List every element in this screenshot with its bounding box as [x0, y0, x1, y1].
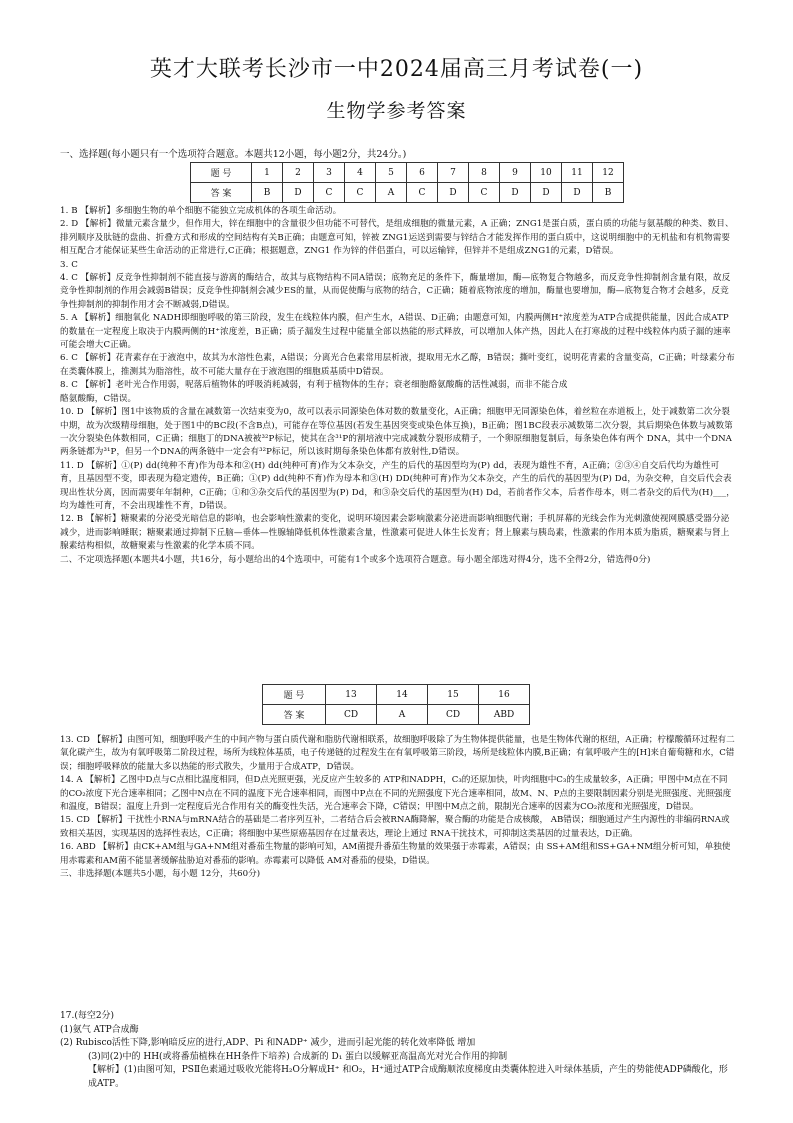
- table-cell: 1: [252, 163, 283, 183]
- table-cell: C: [314, 183, 345, 203]
- explanation-item: 8. C 【解析】老叶光合作用弱，呢落后植物体的呼吸消耗减弱，有利于植物体的生存；衰老细胞酪氨酸酶的活性减弱，而非不能合成: [60, 380, 568, 391]
- explanation-item: 13. CD 【解析】由图可知，细胞呼吸产生的中间产物与蛋白质代谢和脂肪代谢相联系，故细胞呼吸除了为生物体提供能量，也是生物体代谢的枢纽，A正确；柠檬酸循环过程有二氧化碳产生，故为有氧呼吸第二阶段过程，场所为线粒体基质，电子传递链的过程发生在有氧呼吸第三阶段，场所是线粒体内膜,B正确；有氧呼吸产生的[H]来自葡萄糖和水，C错误；细胞呼吸释放的能量大多以热能的形式散失，少量用于合成ATP，D错误。: [60, 735, 735, 772]
- table-cell: 2: [283, 163, 314, 183]
- explanation-item: 4. C 【解析】反竞争性抑制剂不能直接与游离的酶结合，故其与底物结构不同A错误；底物充足的条件下，酶量增加，酶—底物复合物越多，而反竞争性抑制剂含量有限，故反竞争性抑制剂的作用会减弱B错误；反竞争性抑制剂会减少ES的量，从而促使酶与底物的结合，C正确；随着底物浓度的增加，酶量也要增加，酶—底物复合物才会越多，反竞争性抑制剂的抑制作用才会不断减弱,D错误。: [60, 273, 731, 310]
- section2-answer-table: [262, 684, 530, 725]
- table-header-cell: 答 案: [191, 183, 252, 203]
- explanation-item: 10. D 【解析】图1中该物质的含量在减数第一次结束变为0，故可以表示同源染色体对数的数量变化，A正确；细胞甲无同源染色体，着丝粒在赤道板上，处于减数第二次分裂中期，故为次级精母细胞，处于图1中的BC段(不含B点)，可能存在等位基因(若发生基因突变或染色体互换)，B正确；图1BC段表示减数第二次分裂，其后期染色体数与减数第一次分裂染色体数相同，C正确；细胞丁的DNA被被³²P标记，使其在含³¹P的割培液中完成减数分裂形成精子，一个卵原细胞复制后，每条染色体有两个 DNA，其中一个DNA两条链都为³¹P，但另一个DNA的两条链中一定会有³²P标记，所以该时期每条染色体都有放射性,D错误。: [60, 407, 733, 458]
- table-header-cell: 题 号: [191, 163, 252, 183]
- explanation-item: 15. CD 【解析】干扰性小RNA与mRNA结合的基础是二者序列互补，二者结合后会被RNA酶降解，聚合酶的功能是合成核酸， AB错误；细胞通过产生内源性的非编码RNA或致相关基因，实现基因的选择性表达，C正确；将细胞中某些原癌基因存在过量表达，理论上通过 RNA干扰技术，可抑制这类基因的过量表达，D正确。: [60, 815, 730, 839]
- question-17-answer-1: (1)氨气 ATP合成酶: [60, 1024, 139, 1035]
- question-17-analysis: 【解析】(1)由图可知，PSⅡ色素通过吸收光能将H₂O分解成H⁺ 和O₂，H⁺通过ATP合成酶顺浓度梯度由类囊体腔进入叶绿体基质，产生的势能使ADP磷酸化，形成ATP。: [88, 1065, 728, 1089]
- table-cell: CD: [428, 705, 479, 725]
- table-cell: 13: [326, 685, 377, 705]
- section1-heading: 一、选择题(每小题只有一个选项符合题意。本题共12小题，每小题2分，共24分。): [60, 149, 407, 160]
- table-cell: 7: [438, 163, 469, 183]
- explanation-item: 6. C 【解析】花青素存在于液泡中，故其为水溶性色素，A错误；分离光合色素常用层析液，提取用无水乙醇，B错误；撕叶变红，说明花青素的含量变高，C正确；叶绿素分布在类囊体膜上，推测其为脂溶性，故不可能大量存在于液泡围的细胞质基质中D错误。: [60, 353, 735, 377]
- table-cell: 15: [428, 685, 479, 705]
- table-cell: C: [345, 183, 376, 203]
- section1-answer-table: [190, 162, 624, 203]
- table-row: [263, 705, 530, 725]
- table-cell: 14: [377, 685, 428, 705]
- section2-explanations: [60, 734, 736, 881]
- explanation-item: 1. B 【解析】多细胞生物的单个细胞不能独立完成机体的各项生命活动。: [60, 206, 342, 216]
- table-cell: C: [469, 183, 500, 203]
- explanation-item: 16. ABD 【解析】由CK+AM组与GA+NM组对番茄生物量的影响可知，AM菌提升番茄生物量的效果强于赤霉素，A错误；由 SS+AM组和SS+GA+NM组分析可知，单独使用赤霉素和AM菌不能显著缓解盐胁迫对番茄的影响。赤霉素可以降低 AM对番茄的侵染，D错误。: [60, 842, 731, 866]
- table-row: [263, 685, 530, 705]
- table-cell: 6: [407, 163, 438, 183]
- table-cell: A: [376, 183, 407, 203]
- table-header-cell: 题 号: [263, 685, 326, 705]
- explanation-item: 3. C: [60, 259, 78, 270]
- table-cell: 3: [314, 163, 345, 183]
- table-cell: 11: [562, 163, 593, 183]
- explanation-item: 5. A 【解析】细胞氧化 NADH即细胞呼吸的第三阶段，发生在线粒体内膜，但产生水，A错误、D正确；由题意可知，内膜两侧H⁺浓度差为ATP合成提供能量，因此合成ATP的数量在一定程度上取决于内膜两侧的H⁺浓度差，B正确；质子漏发生过程中能量全部以热能的形式释放，可以增加人体产热，因此人在打寒战的过程中线粒体内质子漏的速率可能会增大C正确。: [60, 313, 731, 351]
- table-cell: 5: [376, 163, 407, 183]
- question-17-answer-2: (2) Rubisco活性下降,影响暗反应的进行,ADP、Pi 和NADP⁺ 减少，进而引起光能的转化效率降低 增加: [60, 1038, 476, 1049]
- page-subtitle: 生物学参考答案: [326, 100, 467, 122]
- explanation-item: 11. D 【解析】①(P) dd(纯种不育)作为母本和②(H) dd(纯种可育)作为父本杂交，产生的后代的基因型均为(P) dd，表现为雄性不育，A正确；②③④自交后代均为雄性可育，且基因型不变，即表现为稳定遗传，B正确；①(P) dd(纯种不育)作为母本和③(H) DD(纯种可育)作为父本杂交，产生的后代的基因型为(P) Dd，为杂交种，自交后代会表现出性状分离，因而需要年年制种，C正确；①和③杂交后代的基因型为(P) Dd，和③杂交后代的基因型为(H) Dd，若前者作父本，后者作母本，则二者杂交的后代为(H)___，均为雄性可育，不会出现雄性不育，D错误。: [60, 460, 735, 511]
- table-cell: 16: [479, 685, 530, 705]
- explanation-item: 2. D 【解析】微量元素含量少，但作用大，锌在细胞中的含量很少但功能不可替代，是组成细胞的微量元素，A 正确；ZNG1是蛋白质，蛋白质的功能与氨基酸的种类、数目、排列顺序及肽链的盘曲、折叠方式和形成的空间结构有关B正确；由题意可知，锌被 ZNG1运送到需要与锌结合才能发挥作用的蛋白质中，这说明细胞中的无机盐和有机物需要相互配合才能保证某些生命活动的正常进行,C正确；根据题意，ZNG1 作为锌的伴侣蛋白，可以运输锌，但锌并不是组成ZNG1的元素，D错误。: [60, 219, 734, 257]
- table-cell: D: [283, 183, 314, 203]
- table-cell: A: [377, 705, 428, 725]
- explanation-item: 12. B 【解析】糖聚素的分泌受光暗信息的影响，也会影响性激素的变化，说明环境因素会影响激素分泌进而影响细胞代谢；手机屏幕的光线会作为光刺激使视网膜感受器分泌减少，进而影响睡眠；糖聚素通过抑制下丘脑—垂体—性腺轴降低机体性激素含量，性激素可促进人体生长发育；肾上腺素与胰岛素，性激素的作用本质为脂质，糖聚素与肾上腺素结构相似，故糖聚素与性激素的化学本质不同。: [60, 514, 730, 552]
- table-cell: D: [438, 183, 469, 203]
- table-cell: D: [562, 183, 593, 203]
- table-cell: D: [500, 183, 531, 203]
- table-cell: 12: [593, 163, 624, 183]
- table-row: [191, 183, 624, 203]
- table-cell: B: [252, 183, 283, 203]
- table-cell: C: [407, 183, 438, 203]
- table-header-cell: 答 案: [263, 705, 326, 725]
- explanation-item: 14. A 【解析】乙图中D点与C点相比温度相同，但D点光照更强，光反应产生较多的 ATP和NADPH，C₃的还原加快，叶肉细胞中C₃的生成量较多，A正确；甲图中M点在不同的CO₂浓度下光合速率相同；乙图中N点在不同的温度下光合速率相同，而图中P点在不同的光照强度下光合速率相同，故M、N、P点的主要限制因素分别是光照强度、光照强度和温度，B错误；温度上升到一定程度后光合作用有关的酶变性失活，光合速率会下降，C错误；甲图中M点之前，限制光合速率的因素为CO₂浓度和光照强度，D错误。: [60, 775, 732, 813]
- section3-content: [60, 1010, 736, 1092]
- table-cell: ABD: [479, 705, 530, 725]
- section1-explanations: [60, 205, 736, 567]
- page-title: 英才大联考长沙市一中2024届高三月考试卷(一): [149, 57, 644, 82]
- table-cell: 9: [500, 163, 531, 183]
- table-cell: B: [593, 183, 624, 203]
- table-cell: 10: [531, 163, 562, 183]
- table-cell: D: [531, 183, 562, 203]
- table-cell: 8: [469, 163, 500, 183]
- question-17-answer-3: (3)同(2)中的 HH(或将番茄植株在HH条件下培养) 合成新的 D₁ 蛋白以缓解亚高温高光对光合作用的抑制: [88, 1051, 508, 1062]
- section2-heading: 二、不定项选择题(本题共4小题，共16分，每小题给出的4个选项中，可能有1个或多个选项符合题意。每小题全部选对得4分，选不全得2分，错选得0分): [60, 554, 651, 565]
- question-17-heading: 17.(每空2分): [60, 1011, 115, 1021]
- table-cell: CD: [326, 705, 377, 725]
- section3-heading: 三、非选择题(本题共5小题，每小题 12分，共60分): [60, 869, 261, 880]
- table-row: [191, 163, 624, 183]
- table-cell: 4: [345, 163, 376, 183]
- explanation-item: 酪氨酸酶，C错误。: [60, 393, 137, 404]
